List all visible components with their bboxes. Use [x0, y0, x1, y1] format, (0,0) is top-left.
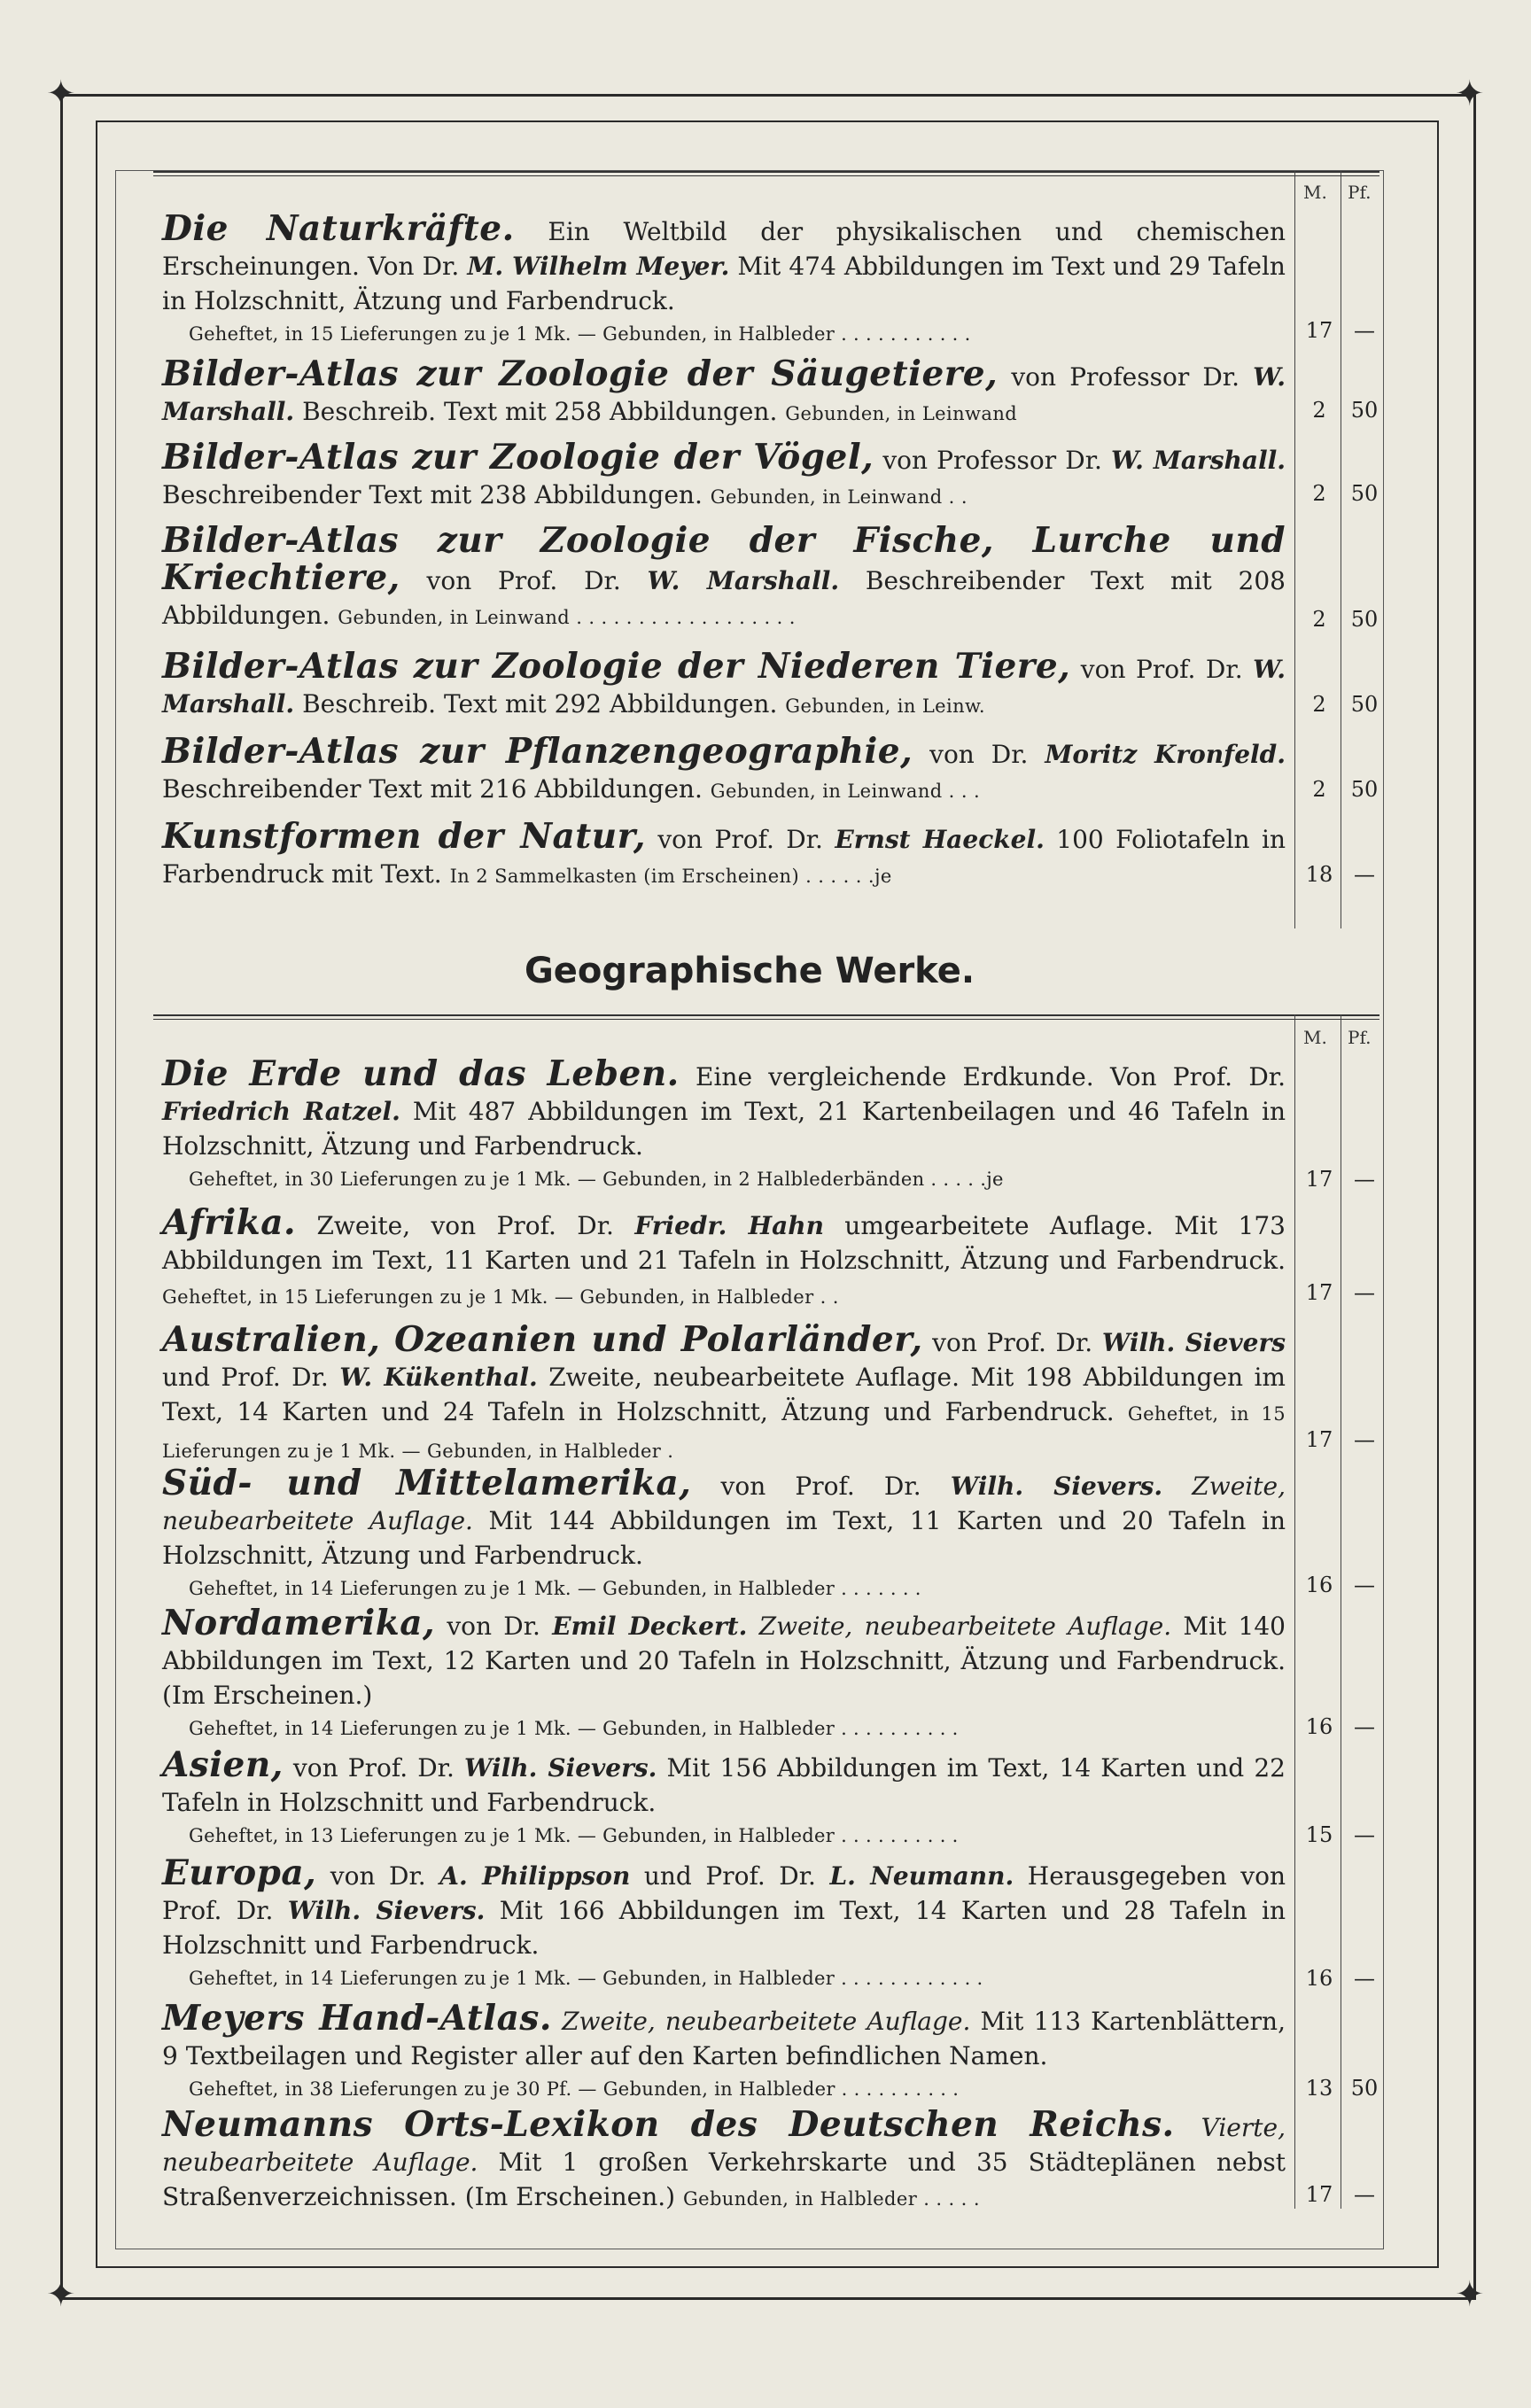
catalog-entry — [162, 816, 1286, 894]
corner-ornament-icon: ✦ — [46, 74, 76, 114]
price-mark: 17 — [1305, 2182, 1333, 2207]
col-header-pfennig: Pf. — [1348, 1027, 1372, 1048]
entry-author: Wilh. Sievers — [1101, 1328, 1286, 1357]
binding-info: Gebunden, in Leinwand — [785, 403, 1018, 424]
binding-info: Geheftet, in 14 Lieferungen zu je 1 Mk. — Gebunden, in Halbleder . . . . . . . . . . . . — [189, 1968, 983, 1989]
entry-text: Mit 156 Abbildungen im Text, 14 Karten und 22 Tafeln in Holzschnitt und Farbendruck. — [162, 1753, 1286, 1817]
entry-title: Meyers Hand-Atlas. — [162, 1998, 552, 2039]
binding-info: Geheftet, in 30 Lieferungen zu je 1 Mk. — Gebunden, in 2 Halblederbänden . . . . .je — [189, 1169, 1004, 1190]
entry-text: 100 Foliotafeln in Farbendruck mit Text. — [162, 825, 1286, 889]
price-pfennig: — — [1354, 1966, 1375, 1991]
entry-text: Herausgegeben von Prof. Dr. — [162, 1861, 1286, 1925]
binding-info: Geheftet, in 14 Lieferungen zu je 1 Mk. — Gebunden, in Halbleder . . . . . . . . . . — [189, 1718, 959, 1739]
price-pfennig: — — [1354, 1280, 1375, 1305]
binding-info: Geheftet, in 38 Lieferungen zu je 30 Pf. — Gebunden, in Halbleder . . . . . . . . . . — [189, 2078, 960, 2100]
entry-title: Süd- und Mittelamerika, — [162, 1463, 692, 1503]
price-pfennig: 50 — [1350, 777, 1379, 802]
price-pfennig: — — [1354, 1573, 1375, 1597]
entry-text: von Dr. — [913, 740, 1045, 769]
entry-title: Afrika. — [162, 1202, 297, 1243]
entry-text: von Prof. Dr. — [1070, 655, 1254, 684]
col-header-mark: M. — [1303, 1027, 1327, 1048]
price-mark: 18 — [1305, 862, 1333, 887]
price-mark: 16 — [1305, 1966, 1333, 1991]
entry-text: Mit 140 Abbildungen im Text, 12 Karten und 20 Tafeln in Holzschnitt, Ätzung und Farbendruck. (Im Erscheinen.) — [162, 1612, 1286, 1710]
catalog-entry — [162, 208, 1286, 350]
entry-author: Moritz Kronfeld. — [1045, 740, 1286, 769]
catalog-entry — [162, 2104, 1286, 2217]
catalog-entry — [162, 1744, 1286, 1852]
entry-text: Beschreibender Text mit 216 Abbildungen. — [162, 774, 711, 804]
entry-author: W. Marshall. — [647, 566, 840, 595]
price-column-line — [1294, 1014, 1295, 2209]
binding-info: Gebunden, in Leinwand . . . . . . . . . . . . . . . . . . — [338, 607, 796, 628]
catalog-entry — [162, 520, 1286, 635]
header-rule — [153, 171, 1379, 176]
price-pfennig: — — [1354, 2182, 1375, 2207]
entry-title: Die Naturkräfte. — [162, 208, 515, 249]
entry-text: umgearbeitete Auflage. Mit 173 Abbildungen im Text, 11 Karten und 21 Tafeln in Holzschnitt, Ätzung und Farbendruck. — [162, 1211, 1286, 1275]
entry-author: M. Wilhelm Meyer. — [467, 252, 730, 281]
price-mark: 13 — [1305, 2076, 1333, 2101]
entry-text: von Professor Dr. — [874, 446, 1112, 475]
entry-text: Eine vergleichende Erdkunde. Von Prof. Dr. — [679, 1062, 1286, 1091]
entry-edition: Zweite, neubearbeitete Auflage. — [551, 2007, 971, 2036]
entry-text: Beschreib. Text mit 258 Abbildungen. — [294, 397, 786, 426]
binding-info: Geheftet, in 15 Lieferungen zu je 1 Mk. — Gebunden, in Halbleder . . . . . . . . . . . — [189, 323, 971, 345]
price-mark: 16 — [1305, 1573, 1333, 1597]
entry-text: Mit 144 Abbildungen im Text, 11 Karten und 20 Tafeln in Holzschnitt, Ätzung und Farbendruck. — [162, 1506, 1286, 1570]
binding-info: Gebunden, in Leinw. — [785, 695, 986, 717]
col-header-mark: M. — [1303, 182, 1327, 203]
binding-info: In 2 Sammelkasten (im Erscheinen) . . . . . .je — [449, 866, 892, 887]
entry-text: und Prof. Dr. — [630, 1861, 830, 1891]
entry-title: Bilder-Atlas zur Zoologie der Säugetiere, — [162, 353, 999, 394]
price-mark: 16 — [1305, 1714, 1333, 1739]
entry-title: Neumanns Orts-Lexikon des Deutschen Reichs. — [162, 2104, 1175, 2145]
entry-author: Friedr. Hahn — [634, 1211, 824, 1240]
entry-author: Ernst Haeckel. — [835, 825, 1045, 854]
catalog-entry — [162, 353, 1286, 431]
binding-info: Geheftet, in 15 Lieferungen zu je 1 Mk. — Gebunden, in Halbleder . — [162, 1403, 1286, 1462]
entry-text: Mit 113 Kartenblättern, 9 Textbeilagen und Register aller auf den Karten befindlichen Namen. — [162, 2007, 1286, 2070]
catalog-entry — [162, 1998, 1286, 2105]
entry-text: von Dr. — [435, 1612, 553, 1641]
entry-author: W. Kükenthal. — [339, 1363, 538, 1392]
catalog-entry — [162, 731, 1286, 809]
entry-text: Mit 474 Abbildungen im Text und 29 Tafeln in Holzschnitt, Ätzung und Farbendruck. — [162, 252, 1286, 315]
entry-text: von Prof. Dr. — [645, 825, 835, 854]
entry-title: Europa, — [162, 1853, 317, 1893]
price-mark: 17 — [1305, 1427, 1333, 1452]
price-column-line — [1294, 171, 1295, 928]
entry-text: von Prof. Dr. — [400, 566, 648, 595]
price-mark: 2 — [1312, 777, 1326, 802]
binding-info: Geheftet, in 14 Lieferungen zu je 1 Mk. — Gebunden, in Halbleder . . . . . . . — [189, 1578, 921, 1599]
entry-text: Mit 487 Abbildungen im Text, 21 Kartenbeilagen und 46 Tafeln in Holzschnitt, Ätzung und Farbendruck. — [162, 1097, 1286, 1161]
catalog-entry — [162, 1463, 1286, 1604]
price-mark: 2 — [1312, 481, 1326, 506]
price-pfennig: — — [1354, 862, 1375, 887]
entry-title: Bilder-Atlas zur Zoologie der Niederen Tiere, — [162, 646, 1071, 687]
catalog-page — [115, 170, 1384, 2249]
entry-text: von Dr. — [316, 1861, 440, 1891]
price-pfennig: 50 — [1350, 692, 1379, 717]
catalog-entry — [162, 1853, 1286, 1994]
corner-ornament-icon: ✦ — [46, 2274, 76, 2315]
entry-text: Ein Weltbild der physikalischen und chemischen Erscheinungen. Von Dr. — [162, 217, 1286, 281]
entry-text: Beschreibender Text mit 208 Abbildungen. — [162, 566, 1286, 630]
price-mark: 2 — [1312, 398, 1326, 423]
entry-text: von Prof. Dr. — [922, 1328, 1102, 1357]
price-pfennig: — — [1354, 1714, 1375, 1739]
entry-edition: Vierte, neubearbeitete Auflage. — [162, 2113, 1286, 2177]
entry-title: Australien, Ozeanien und Polarländer, — [162, 1319, 923, 1360]
price-pfennig: — — [1354, 1427, 1375, 1452]
price-pfennig: — — [1354, 1822, 1375, 1847]
price-mark: 2 — [1312, 692, 1326, 717]
entry-author: W. Marshall. — [162, 362, 1286, 426]
entry-author: Wilh. Sievers. — [287, 1896, 486, 1925]
entry-text: Zweite, neubearbeitete Auflage. Mit 198 Abbildungen im Text, 14 Karten und 24 Tafeln in Holzschnitt, Ätzung und Farbendruck. — [162, 1363, 1286, 1426]
binding-info: Geheftet, in 15 Lieferungen zu je 1 Mk. — Gebunden, in Halbleder . . — [162, 1286, 839, 1308]
entry-author: Emil Deckert. — [552, 1612, 748, 1641]
entry-author: Wilh. Sievers. — [950, 1472, 1163, 1501]
entry-title: Bilder-Atlas zur Zoologie der Vögel, — [162, 437, 874, 478]
entry-text: Zweite, von Prof. Dr. — [296, 1211, 635, 1240]
entry-text: Beschreib. Text mit 292 Abbildungen. — [294, 689, 786, 719]
entry-text: Mit 166 Abbildungen im Text, 14 Karten und 28 Tafeln in Holzschnitt und Farbendruck. — [162, 1896, 1286, 1960]
corner-ornament-icon: ✦ — [1455, 74, 1485, 114]
price-pfennig: 50 — [1350, 607, 1379, 632]
price-mark: 17 — [1305, 318, 1333, 343]
entry-author: W. Marshall. — [162, 655, 1286, 719]
price-mark: 2 — [1312, 607, 1326, 632]
entry-edition: Zweite, neubearbeitete Auflage. — [162, 1472, 1286, 1535]
price-mark: 17 — [1305, 1167, 1333, 1192]
catalog-entry — [162, 1053, 1286, 1195]
price-pfennig: — — [1354, 318, 1375, 343]
entry-author: A. Philippson — [439, 1861, 631, 1891]
price-mark: 17 — [1305, 1280, 1333, 1305]
price-pfennig: 50 — [1350, 2076, 1379, 2101]
price-pfennig: — — [1354, 1167, 1375, 1192]
section-heading: Geographische Werke. — [524, 951, 975, 991]
catalog-entry — [162, 437, 1286, 515]
entry-text: von Professor Dr. — [998, 362, 1254, 392]
price-pfennig: 50 — [1350, 398, 1379, 423]
entry-title: Kunstformen der Natur, — [162, 816, 646, 857]
entry-text: von Prof. Dr. — [691, 1472, 951, 1501]
entry-title: Die Erde und das Leben. — [162, 1053, 680, 1094]
catalog-entry — [162, 646, 1286, 724]
entry-author: Friedrich Ratzel. — [162, 1097, 400, 1126]
entry-text: von Prof. Dr. — [283, 1753, 465, 1783]
entry-edition: Zweite, neubearbeitete Auflage. — [747, 1612, 1172, 1641]
entry-author: L. Neumann. — [829, 1861, 1014, 1891]
binding-info: Gebunden, in Leinwand . . — [710, 486, 968, 508]
entry-text: Beschreibender Text mit 238 Abbildungen. — [162, 480, 711, 509]
binding-info: Gebunden, in Leinwand . . . — [710, 781, 981, 802]
catalog-entry — [162, 1319, 1286, 1469]
price-mark: 15 — [1305, 1822, 1333, 1847]
binding-info: Geheftet, in 13 Lieferungen zu je 1 Mk. — Gebunden, in Halbleder . . . . . . . . . . — [189, 1825, 959, 1846]
entry-text: und Prof. Dr. — [162, 1363, 340, 1392]
entry-title: Nordamerika, — [162, 1603, 436, 1643]
catalog-entry — [162, 1202, 1286, 1315]
entry-title: Bilder-Atlas zur Pflanzengeographie, — [162, 731, 913, 772]
catalog-entry — [162, 1603, 1286, 1744]
corner-ornament-icon: ✦ — [1455, 2274, 1485, 2315]
entry-author: W. Marshall. — [1111, 446, 1286, 475]
binding-info: Gebunden, in Halbleder . . . . . — [682, 2188, 980, 2210]
entry-author: Wilh. Sievers. — [464, 1753, 657, 1783]
col-header-pfennig: Pf. — [1348, 182, 1372, 203]
entry-title: Asien, — [162, 1744, 284, 1785]
entry-title: Bilder-Atlas zur Zoologie der Fische, Lurche und Kriechtiere, — [162, 520, 1286, 598]
price-pfennig: 50 — [1350, 481, 1379, 506]
header-rule — [153, 1014, 1379, 1020]
entry-text: Mit 1 großen Verkehrskarte und 35 Städteplänen nebst Straßenverzeichnissen. (Im Erscheinen.) — [162, 2148, 1286, 2211]
